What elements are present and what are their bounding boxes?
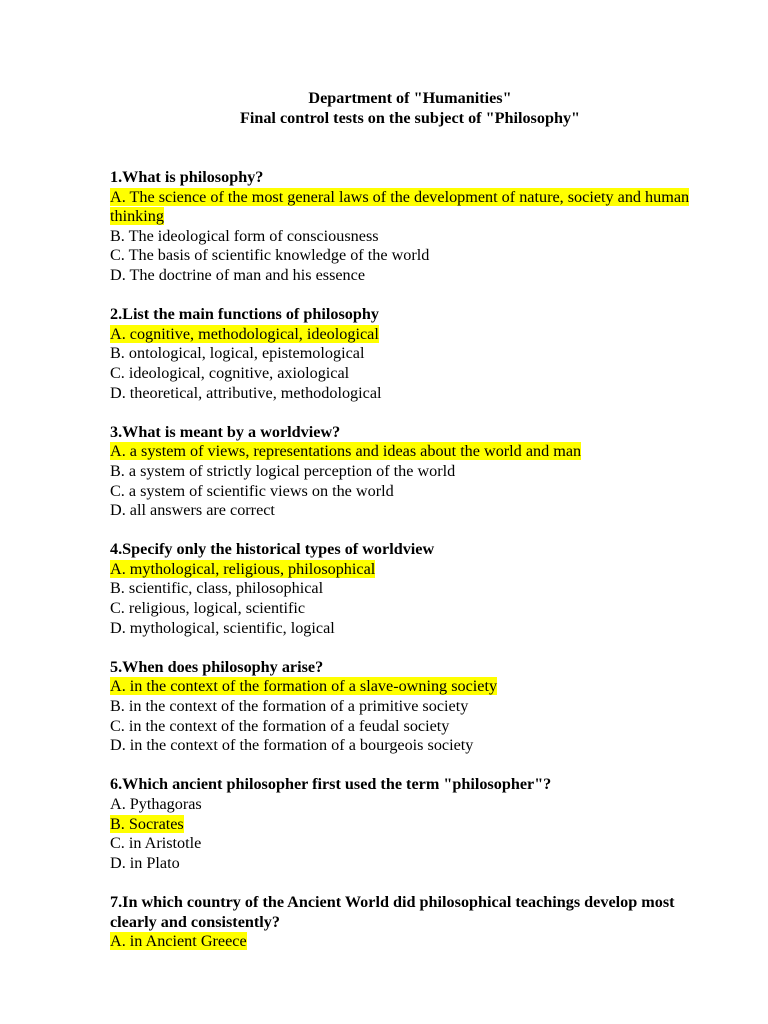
highlighted-answer: A. in Ancient Greece [110,932,247,951]
header-department: Department of "Humanities" [308,89,512,107]
highlighted-answer: A. a system of views, representations and ideas about the world and man [110,442,582,461]
answer-option: D. all answers are correct [110,501,275,520]
answer-option [110,677,710,697]
question-text: 4.Specify only the historical types of worldview [110,540,435,559]
question-text: 1.What is philosophy? [110,168,264,186]
answer-option: B. The ideological form of consciousness [110,226,379,245]
answer-option: D. The doctrine of man and his essence [110,265,366,284]
answer-option [110,932,710,952]
answer-option: C. ideological, cognitive, axiological [110,363,350,382]
question-4 [110,540,710,638]
question-1 [110,168,710,286]
answer-option [110,325,710,345]
question-6 [110,775,710,873]
answer-option [110,560,710,580]
answer-option: D. in the context of the formation of a bourgeois society [110,736,474,755]
answer-option: C. The basis of scientific knowledge of the world [110,246,430,265]
question-text: 2.List the main functions of philosophy [110,305,379,324]
question-text: 7.In which country of the Ancient World did philosophical teachings develop most clearly and consistently? [110,892,675,931]
highlighted-answer: A. mythological, religious, philosophical [110,559,376,578]
question-3 [110,423,710,521]
answer-option: D. in Plato [110,853,180,872]
answer-option: C. religious, logical, scientific [110,599,306,618]
highlighted-answer: A. in the context of the formation of a slave-owning society [110,677,498,696]
answer-option [110,442,710,462]
question-text: 5.When does philosophy arise? [110,657,324,676]
questions-list [110,168,710,971]
highlighted-answer: A. cognitive, methodological, ideological [110,324,379,343]
question-2 [110,305,710,403]
answer-option: A. Pythagoras [110,795,202,813]
answer-option: C. in the context of the formation of a feudal society [110,716,450,735]
header-title: Final control tests on the subject of "Philosophy" [239,108,581,127]
answer-option: B. a system of strictly logical perception of the world [110,461,456,480]
question-5 [110,658,710,756]
question-7 [110,893,710,952]
answer-option: B. ontological, logical, epistemological [110,344,365,363]
highlighted-answer: A. The science of the most general laws of the development of nature, society and human thinking [110,187,690,226]
highlighted-answer: B. Socrates [110,814,184,833]
answer-option [110,188,710,227]
answer-option [110,815,710,835]
question-text: 3.What is meant by a worldview? [110,422,341,441]
answer-option: B. in the context of the formation of a primitive society [110,697,469,716]
question-text: 6.Which ancient philosopher first used the term "philosopher"? [110,775,552,794]
answer-option: D. mythological, scientific, logical [110,618,335,637]
answer-option: B. scientific, class, philosophical [110,579,324,598]
answer-option: C. a system of scientific views on the world [110,481,394,500]
document-header [0,89,768,128]
answer-option: C. in Aristotle [110,834,202,853]
answer-option: D. theoretical, attributive, methodological [110,383,382,402]
